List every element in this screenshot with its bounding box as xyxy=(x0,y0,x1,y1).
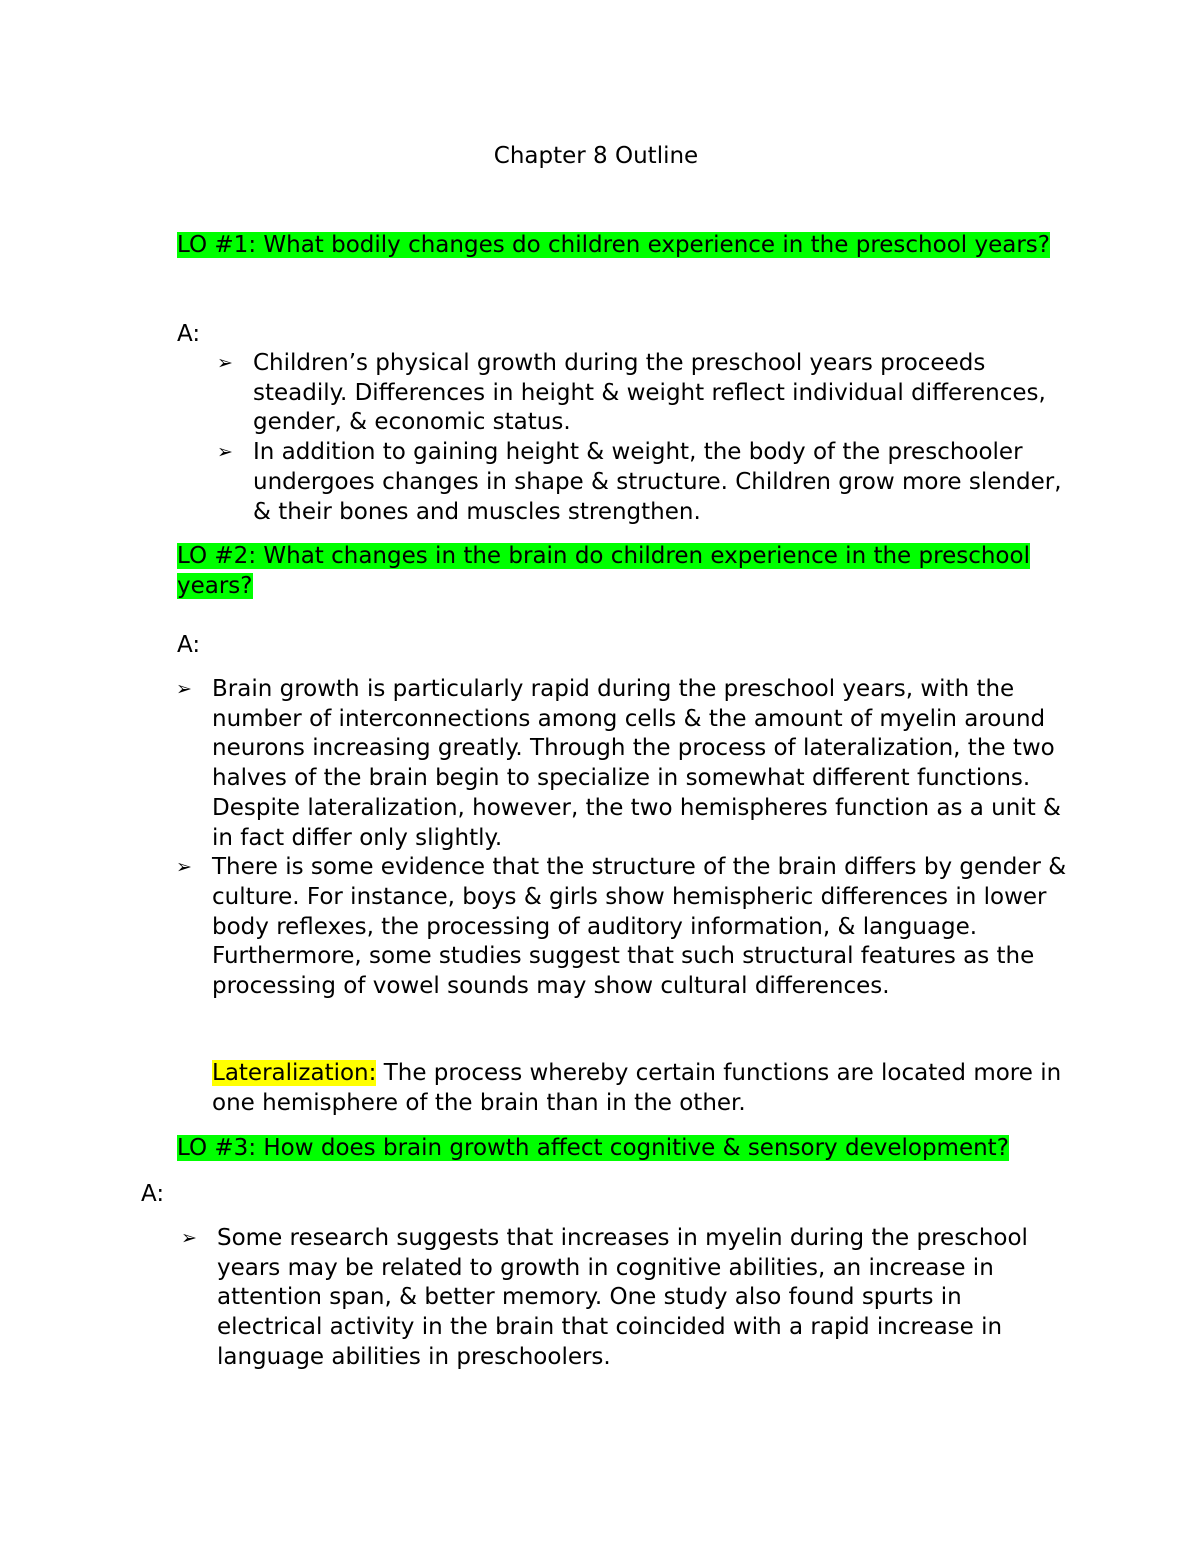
arrow-bullet-icon: ➢ xyxy=(217,352,233,374)
definition-text: The process whereby certain functions are located more in one hemisphere of the brain than in the other. xyxy=(212,1060,1062,1116)
lo2-bullet-2-text: There is some evidence that the structure of the brain differs by gender & culture. For instance, boys & girls show hemispheric differences in lower body reflexes, the processing of auditory information, & language. Furthermore, some studies suggest that such structural features as the processing of vowel sounds may show cultural differences. xyxy=(212,854,1067,1000)
lo3-bullet-1-text: Some research suggests that increases in myelin during the preschool years may be related to growth in cognitive abilities, an increase in attention span, & better memory. One study also found spurts in electrical activity in the brain that coincided with a rapid increase in language abilities in preschoolers. xyxy=(217,1225,1028,1370)
arrow-bullet-icon: ➢ xyxy=(217,441,233,464)
lo1-answer-label: A: xyxy=(177,321,201,347)
lo2-question xyxy=(177,542,1077,601)
list-item xyxy=(176,853,1067,1002)
lo2-bullet-list xyxy=(176,675,1067,1002)
lo1-bullet-1-text: Children’s physical growth during the preschool years proceeds steadily. Differences in height & weight reflect individual differences, gender, & economic status. xyxy=(253,350,1046,436)
list-item xyxy=(217,349,1073,438)
lo3-question xyxy=(177,1134,1077,1164)
lo1-question-text: LO #1: What bodily changes do children experience in the preschool years? xyxy=(177,232,1050,258)
list-item xyxy=(181,1224,1067,1373)
lo3-answer-label: A: xyxy=(141,1181,165,1207)
lo1-bullet-2-text: In addition to gaining height & weight, the body of the preschooler undergoes changes in shape & structure. Children grow more slender, & their bones and muscles strengthen. xyxy=(253,439,1062,525)
lo2-question-text: LO #2: What changes in the brain do children experience in the preschool years? xyxy=(177,543,1030,599)
lo3-question-text: LO #3: How does brain growth affect cognitive & sensory development? xyxy=(177,1135,1009,1161)
lo2-answer-label: A: xyxy=(177,632,201,658)
arrow-bullet-icon: ➢ xyxy=(181,1227,197,1249)
lo1-question xyxy=(177,231,1077,261)
lo2-bullet-1-text: Brain growth is particularly rapid during the preschool years, with the number of interconnections among cells & the amount of myelin around neurons increasing greatly. Through the process of lateralization, the two halves of the brain begin to specialize in somewhat different functions. Despite lateralization, however, the two hemispheres function as a unit & in fact differ only slightly. xyxy=(212,676,1061,851)
lateralization-definition xyxy=(212,1059,1072,1118)
lo1-bullet-list xyxy=(217,349,1073,527)
definition-term: Lateralization: xyxy=(212,1060,377,1086)
arrow-bullet-icon: ➢ xyxy=(176,678,192,700)
arrow-bullet-icon: ➢ xyxy=(176,856,192,879)
page-title: Chapter 8 Outline xyxy=(493,143,699,169)
list-item xyxy=(176,675,1067,853)
list-item xyxy=(217,438,1073,527)
lo3-bullet-list xyxy=(181,1224,1067,1373)
